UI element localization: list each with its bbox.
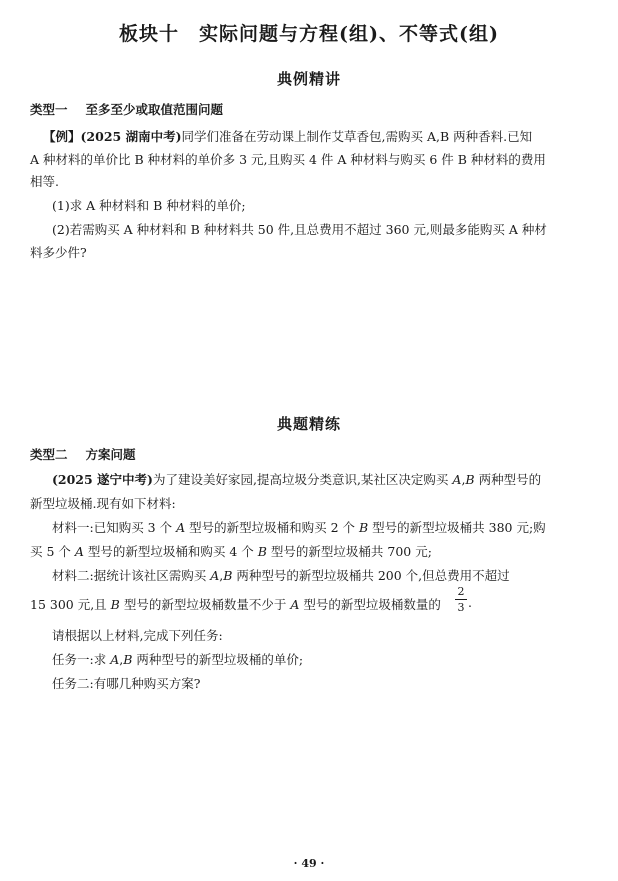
material-text: 型号的新型垃圾桶和购买 2 个 bbox=[185, 520, 359, 535]
material-text: 两种型号的新型垃圾桶共 200 个,但总费用不超过 bbox=[232, 568, 510, 583]
var-a: A bbox=[210, 568, 220, 583]
fraction-denominator: 3 bbox=[457, 601, 465, 614]
var-b: B bbox=[257, 544, 267, 559]
type-two-label: 类型二 bbox=[30, 447, 68, 462]
section-title-examples: 典例精讲 bbox=[276, 70, 341, 88]
var-a: A bbox=[110, 652, 120, 667]
task-text: 两种型号的新型垃圾桶的单价; bbox=[132, 652, 304, 667]
var-b: B bbox=[123, 652, 133, 667]
material-text: 材料一:已知购买 3 个 bbox=[52, 520, 177, 535]
example-question-2: (2)若需购买 A 种材料和 B 种材料共 50 件,且总费用不超过 360 元,则最多能购买 A 种材 bbox=[52, 222, 547, 237]
example-question-1: (1)求 A 种材料和 B 种材料的单价; bbox=[52, 198, 246, 213]
fraction-bar bbox=[455, 599, 467, 600]
type-one-name: 至多至少或取值范围问题 bbox=[85, 102, 224, 117]
material-two-line-1 bbox=[52, 566, 510, 584]
page-title: 板块十 实际问题与方程(组)、不等式(组) bbox=[119, 23, 499, 45]
problem-line-2: 新型垃圾桶.现有如下材料: bbox=[30, 496, 176, 511]
var-a: A bbox=[176, 520, 186, 535]
section-title-practice: 典题精练 bbox=[276, 415, 341, 433]
var-a: A bbox=[452, 472, 462, 487]
example-text: 同学们准备在劳动课上制作艾草香包,需购买 A,B 两种香料.已知 bbox=[181, 129, 533, 144]
comma: , bbox=[219, 568, 224, 583]
material-text: 买 5 个 bbox=[30, 544, 75, 559]
example-line-1 bbox=[43, 127, 532, 145]
problem-text: 两种型号的 bbox=[474, 472, 542, 487]
material-one-line-2 bbox=[30, 542, 432, 560]
var-a: A bbox=[290, 597, 300, 612]
task-one bbox=[52, 650, 303, 668]
var-b: B bbox=[465, 472, 475, 487]
period: . bbox=[468, 595, 472, 610]
task-prompt: 请根据以上材料,完成下列任务: bbox=[52, 628, 223, 643]
example-question-2-cont: 料多少件? bbox=[30, 245, 87, 260]
var-b: B bbox=[358, 520, 369, 535]
task-two: 任务二:有哪几种购买方案? bbox=[52, 676, 201, 691]
material-text: 材料二:据统计该社区需购买 bbox=[52, 568, 211, 583]
task-text: 任务一:求 bbox=[52, 652, 111, 667]
problem-source: (2025 遂宁中考) bbox=[52, 472, 153, 487]
problem-text: 为了建设美好家园,提高垃圾分类意识,某社区决定购买 bbox=[152, 472, 453, 487]
type-one-heading bbox=[30, 100, 223, 118]
example-tag: 【例】 bbox=[43, 129, 81, 144]
example-line-2: A 种材料的单价比 B 种材料的单价多 3 元,且购买 4 件 A 种材料与购买 6 件 B 种材料的费用 bbox=[30, 152, 546, 167]
type-two-name: 方案问题 bbox=[85, 447, 136, 462]
material-text: 型号的新型垃圾桶数量不少于 bbox=[119, 597, 291, 612]
type-one-label: 类型一 bbox=[30, 102, 68, 117]
comma: , bbox=[119, 652, 124, 667]
material-text: 型号的新型垃圾桶共 700 元; bbox=[266, 544, 432, 559]
problem-line-1 bbox=[52, 470, 541, 488]
page-number: · 49 · bbox=[293, 857, 325, 870]
material-text: 15 300 元,且 bbox=[30, 597, 111, 612]
material-text: 型号的新型垃圾桶共 380 元;购 bbox=[368, 520, 546, 535]
example-line-3: 相等. bbox=[30, 174, 59, 189]
material-two-line-2 bbox=[30, 595, 441, 613]
var-b: B bbox=[110, 597, 120, 612]
var-a: A bbox=[74, 544, 84, 559]
type-two-heading bbox=[30, 445, 136, 463]
material-text: 型号的新型垃圾桶和购买 4 个 bbox=[83, 544, 258, 559]
fraction-two-thirds bbox=[455, 585, 467, 614]
fraction-numerator: 2 bbox=[457, 585, 465, 598]
material-one-line-1 bbox=[52, 518, 546, 536]
comma: , bbox=[461, 472, 466, 487]
material-text: 型号的新型垃圾桶数量的 bbox=[299, 597, 441, 612]
example-source: (2025 湖南中考) bbox=[80, 129, 182, 144]
var-b: B bbox=[223, 568, 233, 583]
